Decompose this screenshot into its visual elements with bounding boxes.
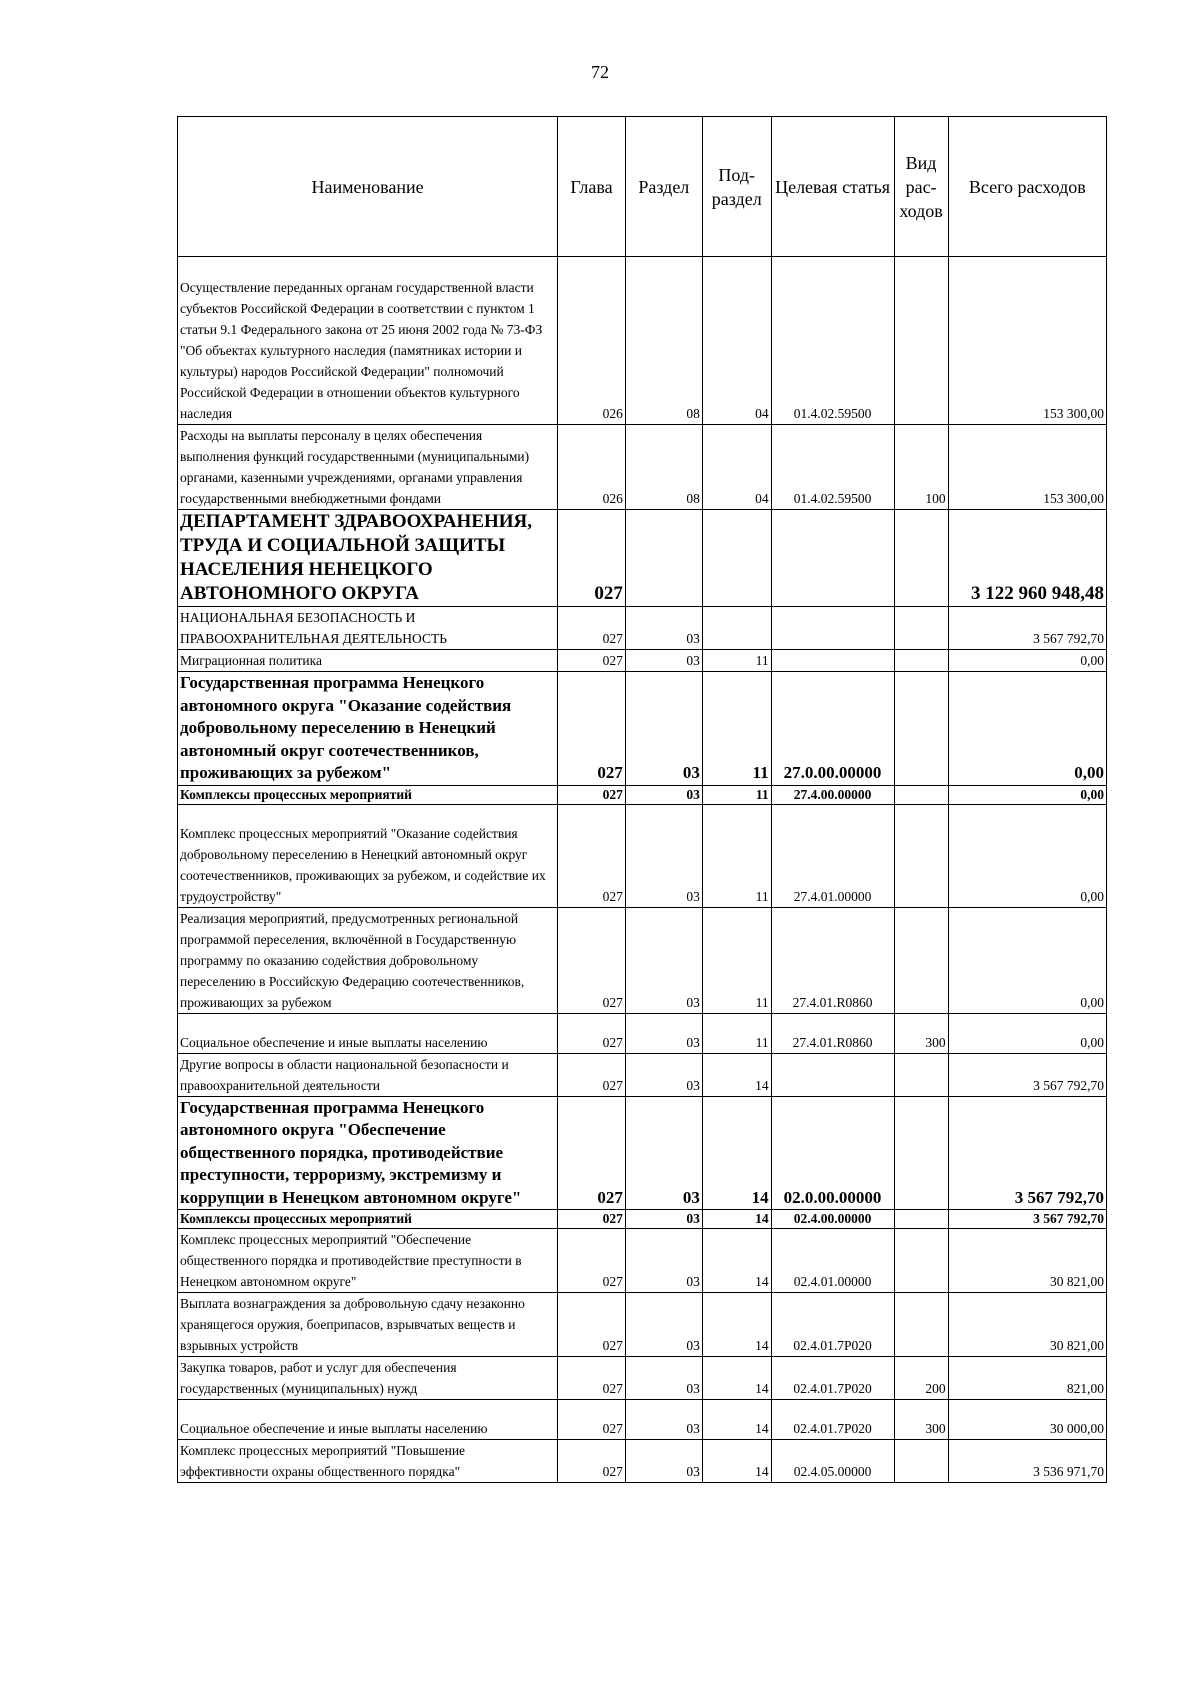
row-podrazdel: 14 xyxy=(702,1293,771,1357)
table-row xyxy=(178,1053,1107,1096)
row-razdel xyxy=(625,510,702,607)
header-vid: Вид рас-ходов xyxy=(894,117,948,257)
row-razdel: 03 xyxy=(625,804,702,907)
row-name: Социальное обеспечение и иные выплаты населению xyxy=(178,1013,558,1053)
table-row xyxy=(178,1440,1107,1483)
row-celevaya xyxy=(771,510,894,607)
row-total: 3 536 971,70 xyxy=(948,1440,1106,1483)
row-celevaya xyxy=(771,650,894,672)
row-podrazdel: 11 xyxy=(702,804,771,907)
table-row xyxy=(178,650,1107,672)
row-razdel: 03 xyxy=(625,650,702,672)
table-row xyxy=(178,425,1107,510)
row-total: 3 567 792,70 xyxy=(948,1210,1106,1229)
row-razdel: 03 xyxy=(625,785,702,804)
table-row xyxy=(178,1210,1107,1229)
row-vid xyxy=(894,672,948,786)
row-vid xyxy=(894,257,948,425)
row-total: 30 821,00 xyxy=(948,1229,1106,1293)
row-glava: 027 xyxy=(558,672,626,786)
row-podrazdel: 11 xyxy=(702,672,771,786)
row-podrazdel: 14 xyxy=(702,1053,771,1096)
row-name: Закупка товаров, работ и услуг для обеспечения государственных (муниципальных) нужд xyxy=(178,1357,558,1400)
header-celevaya: Целевая статья xyxy=(771,117,894,257)
row-celevaya: 02.4.01.7Р020 xyxy=(771,1400,894,1440)
table-row xyxy=(178,510,1107,607)
row-glava: 027 xyxy=(558,1053,626,1096)
row-celevaya xyxy=(771,1053,894,1096)
row-celevaya xyxy=(771,607,894,650)
row-vid xyxy=(894,1293,948,1357)
row-glava: 027 xyxy=(558,650,626,672)
table-row xyxy=(178,1357,1107,1400)
budget-table xyxy=(177,116,1107,1483)
row-razdel: 03 xyxy=(625,1096,702,1210)
row-total: 30 821,00 xyxy=(948,1293,1106,1357)
row-podrazdel: 04 xyxy=(702,257,771,425)
row-podrazdel: 11 xyxy=(702,907,771,1013)
row-name: НАЦИОНАЛЬНАЯ БЕЗОПАСНОСТЬ И ПРАВООХРАНИТЕЛЬНАЯ ДЕЯТЕЛЬНОСТЬ xyxy=(178,607,558,650)
table-row xyxy=(178,1293,1107,1357)
row-glava: 027 xyxy=(558,1293,626,1357)
row-podrazdel: 11 xyxy=(702,785,771,804)
row-vid xyxy=(894,1229,948,1293)
row-name: Комплексы процессных мероприятий xyxy=(178,785,558,804)
row-glava: 026 xyxy=(558,425,626,510)
header-total: Всего расходов xyxy=(948,117,1106,257)
row-razdel: 03 xyxy=(625,1013,702,1053)
row-razdel: 03 xyxy=(625,1357,702,1400)
row-podrazdel xyxy=(702,607,771,650)
row-total: 0,00 xyxy=(948,804,1106,907)
row-razdel: 03 xyxy=(625,672,702,786)
row-name: Выплата вознаграждения за добровольную сдачу незаконно хранящегося оружия, боеприпасов, взрывчатых веществ и взрывных устройств xyxy=(178,1293,558,1357)
row-podrazdel: 14 xyxy=(702,1229,771,1293)
row-name: Комплекс процессных мероприятий "Повышение эффективности охраны общественного порядка" xyxy=(178,1440,558,1483)
row-glava: 027 xyxy=(558,1210,626,1229)
row-razdel: 03 xyxy=(625,1053,702,1096)
row-celevaya: 02.0.00.00000 xyxy=(771,1096,894,1210)
row-celevaya: 02.4.01.7Р020 xyxy=(771,1357,894,1400)
row-name: Расходы на выплаты персоналу в целях обеспечения выполнения функций государственными (муниципальными) органами, казенными учреждениями, органами управления государственными внебюджетными фондами xyxy=(178,425,558,510)
row-total: 0,00 xyxy=(948,907,1106,1013)
row-podrazdel xyxy=(702,510,771,607)
row-total: 0,00 xyxy=(948,650,1106,672)
table-row xyxy=(178,1096,1107,1210)
row-name: Комплекс процессных мероприятий "Обеспечение общественного порядка и противодействие преступности в Ненецком автономном округе" xyxy=(178,1229,558,1293)
header-glava: Глава xyxy=(558,117,626,257)
row-name: Государственная программа Ненецкого автономного округа "Обеспечение общественного порядка, противодействие преступности, терроризму, экстремизму и коррупции в Ненецком автономном округе" xyxy=(178,1096,558,1210)
row-podrazdel: 11 xyxy=(702,650,771,672)
row-vid: 300 xyxy=(894,1013,948,1053)
row-glava: 027 xyxy=(558,1400,626,1440)
page-number: 72 xyxy=(591,62,609,82)
row-vid xyxy=(894,1440,948,1483)
row-glava: 026 xyxy=(558,257,626,425)
row-vid xyxy=(894,607,948,650)
row-glava: 027 xyxy=(558,510,626,607)
row-name: ДЕПАРТАМЕНТ ЗДРАВООХРАНЕНИЯ, ТРУДА И СОЦИАЛЬНОЙ ЗАЩИТЫ НАСЕЛЕНИЯ НЕНЕЦКОГО АВТОНОМНОГО ОКРУГА xyxy=(178,510,558,607)
row-celevaya: 02.4.05.00000 xyxy=(771,1440,894,1483)
row-glava: 027 xyxy=(558,1229,626,1293)
table-row xyxy=(178,672,1107,786)
row-celevaya: 27.4.00.00000 xyxy=(771,785,894,804)
row-celevaya: 27.4.01.R0860 xyxy=(771,907,894,1013)
row-total: 0,00 xyxy=(948,1013,1106,1053)
row-name: Комплекс процессных мероприятий "Оказание содействия добровольному переселению в Ненецкий автономный округ соотечественников, проживающих за рубежом, и содействие их трудоустройству" xyxy=(178,804,558,907)
row-name: Комплексы процессных мероприятий xyxy=(178,1210,558,1229)
row-celevaya: 27.4.01.00000 xyxy=(771,804,894,907)
row-name: Реализация мероприятий, предусмотренных региональной программой переселения, включённой в Государственную программу по оказанию содействия добровольному переселению в Российскую Федерацию соотечественников, проживающих за рубежом xyxy=(178,907,558,1013)
row-razdel: 03 xyxy=(625,607,702,650)
row-total: 3 567 792,70 xyxy=(948,1096,1106,1210)
row-razdel: 03 xyxy=(625,907,702,1013)
row-podrazdel: 14 xyxy=(702,1400,771,1440)
row-glava: 027 xyxy=(558,607,626,650)
row-podrazdel: 14 xyxy=(702,1357,771,1400)
row-razdel: 08 xyxy=(625,425,702,510)
row-glava: 027 xyxy=(558,907,626,1013)
row-total: 0,00 xyxy=(948,785,1106,804)
row-razdel: 03 xyxy=(625,1293,702,1357)
row-razdel: 08 xyxy=(625,257,702,425)
table-row xyxy=(178,607,1107,650)
row-podrazdel: 11 xyxy=(702,1013,771,1053)
table-row xyxy=(178,257,1107,425)
row-glava: 027 xyxy=(558,1440,626,1483)
row-podrazdel: 14 xyxy=(702,1440,771,1483)
table-row xyxy=(178,1013,1107,1053)
row-razdel: 03 xyxy=(625,1400,702,1440)
table-row xyxy=(178,785,1107,804)
header-razdel: Раздел xyxy=(625,117,702,257)
row-celevaya: 02.4.01.00000 xyxy=(771,1229,894,1293)
row-total: 821,00 xyxy=(948,1357,1106,1400)
row-vid xyxy=(894,804,948,907)
row-razdel: 03 xyxy=(625,1229,702,1293)
row-vid xyxy=(894,1096,948,1210)
header-podrazdel: Под-раздел xyxy=(702,117,771,257)
row-total: 30 000,00 xyxy=(948,1400,1106,1440)
row-vid: 300 xyxy=(894,1400,948,1440)
row-celevaya: 27.0.00.00000 xyxy=(771,672,894,786)
header-name: Наименование xyxy=(178,117,558,257)
row-total: 153 300,00 xyxy=(948,257,1106,425)
row-razdel: 03 xyxy=(625,1440,702,1483)
row-name: Государственная программа Ненецкого автономного округа "Оказание содействия добровольному переселению в Ненецкий автономный округ соотечественников, проживающих за рубежом" xyxy=(178,672,558,786)
row-name: Осуществление переданных органам государственной власти субъектов Российской Федерации в соответствии с пунктом 1 статьи 9.1 Федерального закона от 25 июня 2002 года № 73-ФЗ "Об объектах культурного наследия (памятниках истории и культуры) народов Российской Федерации" полномочий Российской Федерации в отношении объектов культурного наследия xyxy=(178,257,558,425)
row-glava: 027 xyxy=(558,785,626,804)
row-vid xyxy=(894,650,948,672)
row-total: 3 567 792,70 xyxy=(948,1053,1106,1096)
row-glava: 027 xyxy=(558,1013,626,1053)
row-name: Социальное обеспечение и иные выплаты населению xyxy=(178,1400,558,1440)
row-podrazdel: 04 xyxy=(702,425,771,510)
row-total: 3 122 960 948,48 xyxy=(948,510,1106,607)
row-celevaya: 02.4.01.7Р020 xyxy=(771,1293,894,1357)
row-name: Другие вопросы в области национальной безопасности и правоохранительной деятельности xyxy=(178,1053,558,1096)
row-celevaya: 27.4.01.R0860 xyxy=(771,1013,894,1053)
row-glava: 027 xyxy=(558,1096,626,1210)
row-razdel: 03 xyxy=(625,1210,702,1229)
row-vid xyxy=(894,785,948,804)
table-row xyxy=(178,1400,1107,1440)
row-glava: 027 xyxy=(558,804,626,907)
row-podrazdel: 14 xyxy=(702,1096,771,1210)
row-vid xyxy=(894,1053,948,1096)
row-celevaya: 01.4.02.59500 xyxy=(771,425,894,510)
table-header-row xyxy=(178,117,1107,257)
row-vid xyxy=(894,907,948,1013)
row-glava: 027 xyxy=(558,1357,626,1400)
row-total: 153 300,00 xyxy=(948,425,1106,510)
table-row xyxy=(178,907,1107,1013)
row-total: 3 567 792,70 xyxy=(948,607,1106,650)
row-name: Миграционная политика xyxy=(178,650,558,672)
row-vid: 100 xyxy=(894,425,948,510)
row-total: 0,00 xyxy=(948,672,1106,786)
row-vid xyxy=(894,1210,948,1229)
table-row xyxy=(178,1229,1107,1293)
row-vid xyxy=(894,510,948,607)
row-vid: 200 xyxy=(894,1357,948,1400)
table-row xyxy=(178,804,1107,907)
row-celevaya: 02.4.00.00000 xyxy=(771,1210,894,1229)
row-podrazdel: 14 xyxy=(702,1210,771,1229)
row-celevaya: 01.4.02.59500 xyxy=(771,257,894,425)
